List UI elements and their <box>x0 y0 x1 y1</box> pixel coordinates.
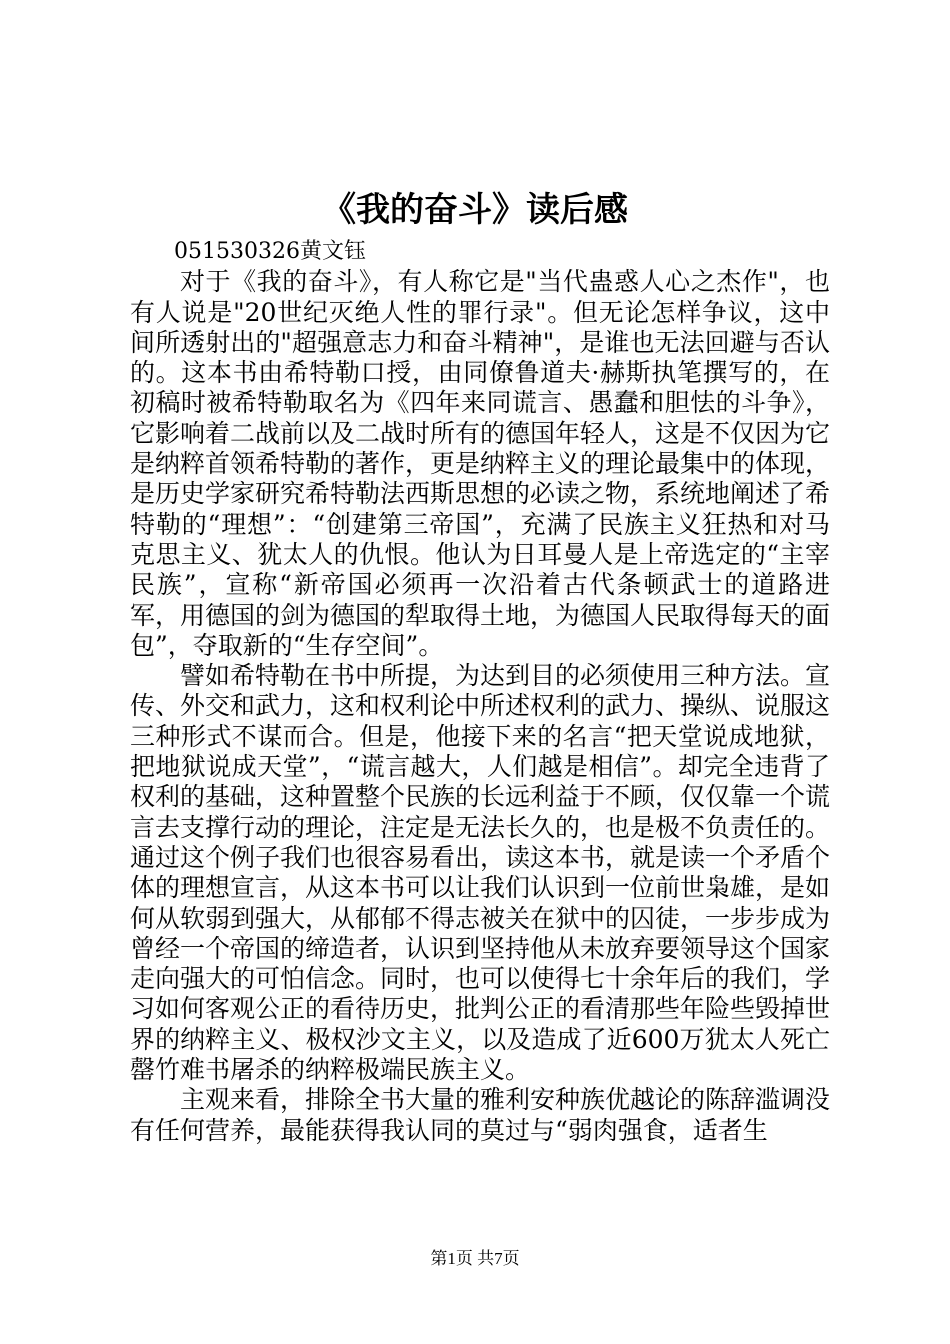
paragraph-3: 主观来看，排除全书大量的雅利安种族优越论的陈辞滥调没有任何营养，最能获得我认同的莫过与“弱肉强食，适者生 <box>130 1085 831 1145</box>
page-footer: 第1页 共7页 <box>430 1249 520 1268</box>
author-line: 051530326黄文钰 <box>174 239 366 264</box>
paragraph-1: 对于《我的奋斗》，有人称它是"当代蛊惑人心之杰作"，也有人说是"20世纪灭绝人性的罪行录"。但无论怎样争议，这中间所透射出的"超强意志力和奋斗精神"，是谁也无法回避与否认的。这本书由希特勒口授，由同僚鲁道夫·赫斯执笔撰写的，在初稿时被希特勒取名为《四年来同谎言、愚蠢和胆怯的斗争》，它影响着二战前以及二战时所有的德国年轻人，这是不仅因为它是纳粹首领希特勒的著作，更是纳粹主义的理论最集中的体现，是历史学家研究希特勒法西斯思想的必读之物，系统地阐述了希特勒的“理想”：“创建第三帝国”，充满了民族主义狂热和对马克思主义、犹太人的仇恨。他认为日耳曼人是上帝选定的“主宰民族”，宣称“新帝国必须再一次沿着古代条顿武士的道路进军，用德国的剑为德国的犁取得土地，为德国人民取得每天的面包”，夺取新的“生存空间”。 <box>130 267 831 660</box>
document-title: 《我的奋斗》读后感 <box>322 190 628 230</box>
paragraph-2: 譬如希特勒在书中所提，为达到目的必须使用三种方法。宣传、外交和武力，这和权利论中所述权利的武力、操纵、说服这三种形式不谋而合。但是，他接下来的名言“把天堂说成地狱，把地狱说成天堂”，“谎言越大，人们越是相信”。却完全违背了权利的基础，这种置整个民族的长远利益于不顾，仅仅靠一个谎言去支撑行动的理论，注定是无法长久的，也是极不负责任的。通过这个例子我们也很容易看出，读这本书，就是读一个矛盾个体的理想宣言，从这本书可以让我们认识到一位前世枭雄，是如何从软弱到强大，从郁郁不得志被关在狱中的囚徒，一步步成为曾经一个帝国的缔造者，认识到坚持他从未放弃要领导这个国家走向强大的可怕信念。同时，也可以使得七十余年后的我们，学习如何客观公正的看待历史，批判公正的看清那些年险些毁掉世界的纳粹主义、极权沙文主义，以及造成了近600万犹太人死亡罄竹难书屠杀的纳粹极端民族主义。 <box>130 661 831 1085</box>
document-body <box>130 237 830 1146</box>
